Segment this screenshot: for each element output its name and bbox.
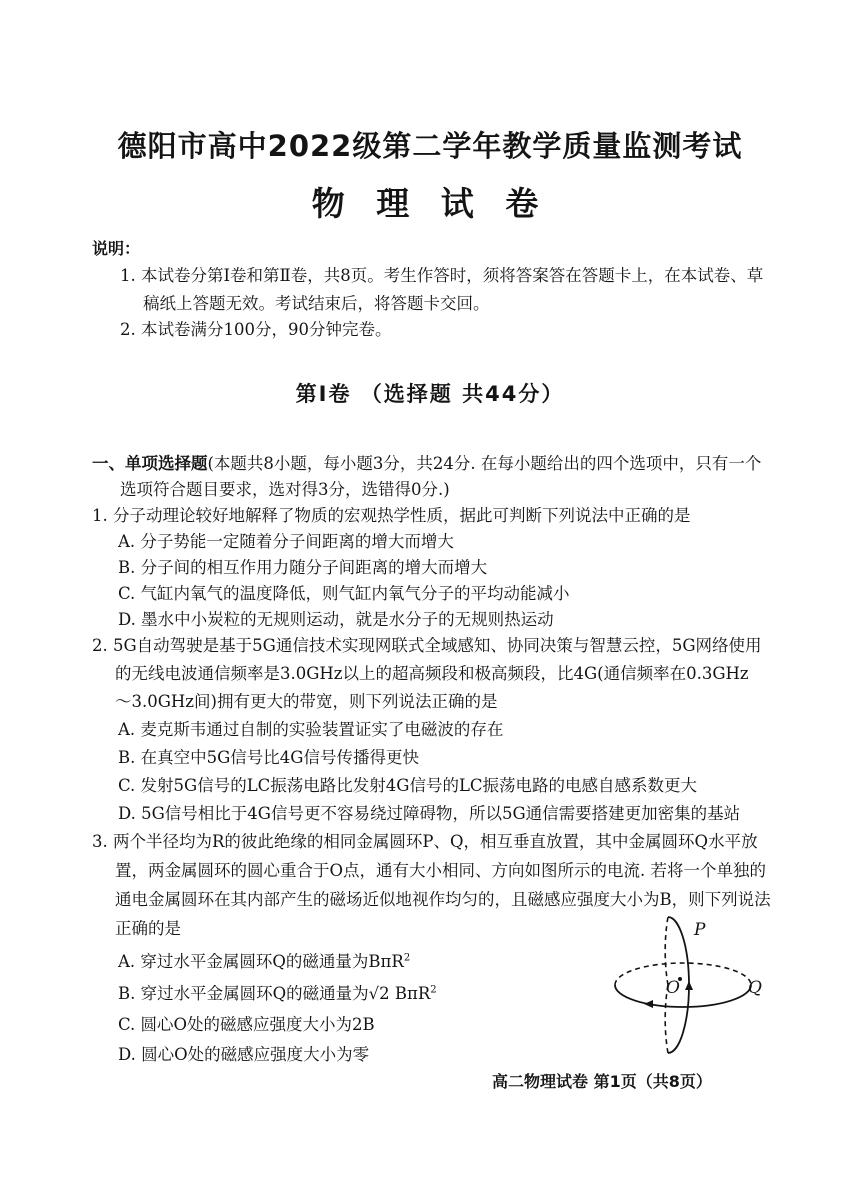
part-intro: (本题共8小题，每小题3分，共24分. 在每小题给出的四个选项中，只有一个 xyxy=(207,454,762,473)
q3-stem-3: 通电金属圆环在其内部产生的磁场近似地视作均匀的，且磁感应强度大小为B，则下列说法 xyxy=(115,890,771,909)
q1-option-c: C. 气缸内氧气的温度降低，则气缸内氧气分子的平均动能减小 xyxy=(118,584,570,603)
q2-stem-2: 的无线电波通信频率是3.0GHz以上的超高频段和极高频段，比4G(通信频率在0.3GHz xyxy=(115,664,749,683)
page-footer: 高二物理试卷 第1页（共8页） xyxy=(492,1072,712,1091)
current-arrow-p xyxy=(685,981,693,990)
q1-option-b: B. 分子间的相互作用力随分子间距离的增大而增大 xyxy=(118,558,488,577)
q2-option-d: D. 5G信号相比于4G信号更不容易绕过障碍物，所以5G通信需要搭建更加密集的基站 xyxy=(118,804,741,823)
q2-option-b: B. 在真空中5G信号比4G信号传播得更快 xyxy=(118,748,419,767)
q2-stem-3: ～3.0GHz间)拥有更大的带宽，则下列说法正确的是 xyxy=(115,692,498,711)
exam-title: 德阳市高中2022级第二学年教学质量监测考试 xyxy=(117,129,743,163)
q3-stem: 3. 两个半径均为R的彼此绝缘的相同金属圆环P、Q，相互垂直放置，其中金属圆环Q水平放 xyxy=(92,832,758,851)
q2-stem: 2. 5G自动驾驶是基于5G通信技术实现网联式全域感知、协同决策与智慧云控，5G网络使用 xyxy=(92,636,762,655)
current-arrow-q xyxy=(644,1000,653,1008)
exam-subject: 物 理 试 卷 xyxy=(311,184,549,223)
ring-diagram xyxy=(600,915,770,1065)
q2-option-c: C. 发射5G信号的LC振荡电路比发射4G信号的LC振荡电路的电感自感系数更大 xyxy=(118,776,698,795)
instruction-1-cont: 稿纸上答题无效。考试结束后，将答题卡交回。 xyxy=(143,294,490,313)
q3-stem-2: 置，两金属圆环的圆心重合于O点，通有大小相同、方向如图所示的电流. 若将一个单独的 xyxy=(115,861,767,880)
q3-option-b xyxy=(118,980,437,1004)
part-intro-cont: 选项符合题目要求，选对得3分，选错得0分.) xyxy=(120,480,450,499)
q3-stem-4: 正确的是 xyxy=(115,919,181,938)
ring-p-back-upper xyxy=(665,917,668,985)
part-title: 一、单项选择题 xyxy=(92,454,208,473)
instructions-label: 说明： xyxy=(92,239,141,258)
q2-option-a: A. 麦克斯韦通过自制的实验装置证实了电磁波的存在 xyxy=(118,720,504,739)
instruction-2: 2. 本试卷满分100分，90分钟完卷。 xyxy=(120,320,392,339)
q3-option-b-text: B. 穿过水平金属圆环Q的磁通量为√2 BπR xyxy=(118,984,431,1003)
label-p: P xyxy=(694,920,706,940)
label-q: Q xyxy=(748,978,762,998)
instruction-1: 1. 本试卷分第Ⅰ卷和第Ⅱ卷，共8页。考生作答时，须将答案答在答题卡上，在本试卷、草 xyxy=(120,266,764,285)
part-heading xyxy=(92,450,761,474)
ring-q-back xyxy=(615,963,751,985)
q3-option-a-text: A. 穿过水平金属圆环Q的磁通量为BπR xyxy=(118,952,404,971)
q1-option-a: A. 分子势能一定随着分子间距离的增大而增大 xyxy=(118,532,454,551)
q3-option-a xyxy=(118,948,410,972)
q1-stem: 1. 分子动理论较好地解释了物质的宏观热学性质，据此可判断下列说法中正确的是 xyxy=(92,506,691,525)
q3-option-c: C. 圆心O处的磁感应强度大小为2B xyxy=(118,1015,375,1034)
q3-option-a-exponent: 2 xyxy=(403,952,411,964)
section-heading: 第Ⅰ卷 （选择题 共44分） xyxy=(295,382,565,406)
q3-option-b-exponent: 2 xyxy=(430,984,437,996)
label-o: O xyxy=(666,978,680,998)
q3-option-d: D. 圆心O处的磁感应强度大小为零 xyxy=(118,1045,370,1064)
ring-q-front xyxy=(615,985,751,1007)
q1-option-d: D. 墨水中小炭粒的无规则运动，就是水分子的无规则热运动 xyxy=(118,610,554,629)
